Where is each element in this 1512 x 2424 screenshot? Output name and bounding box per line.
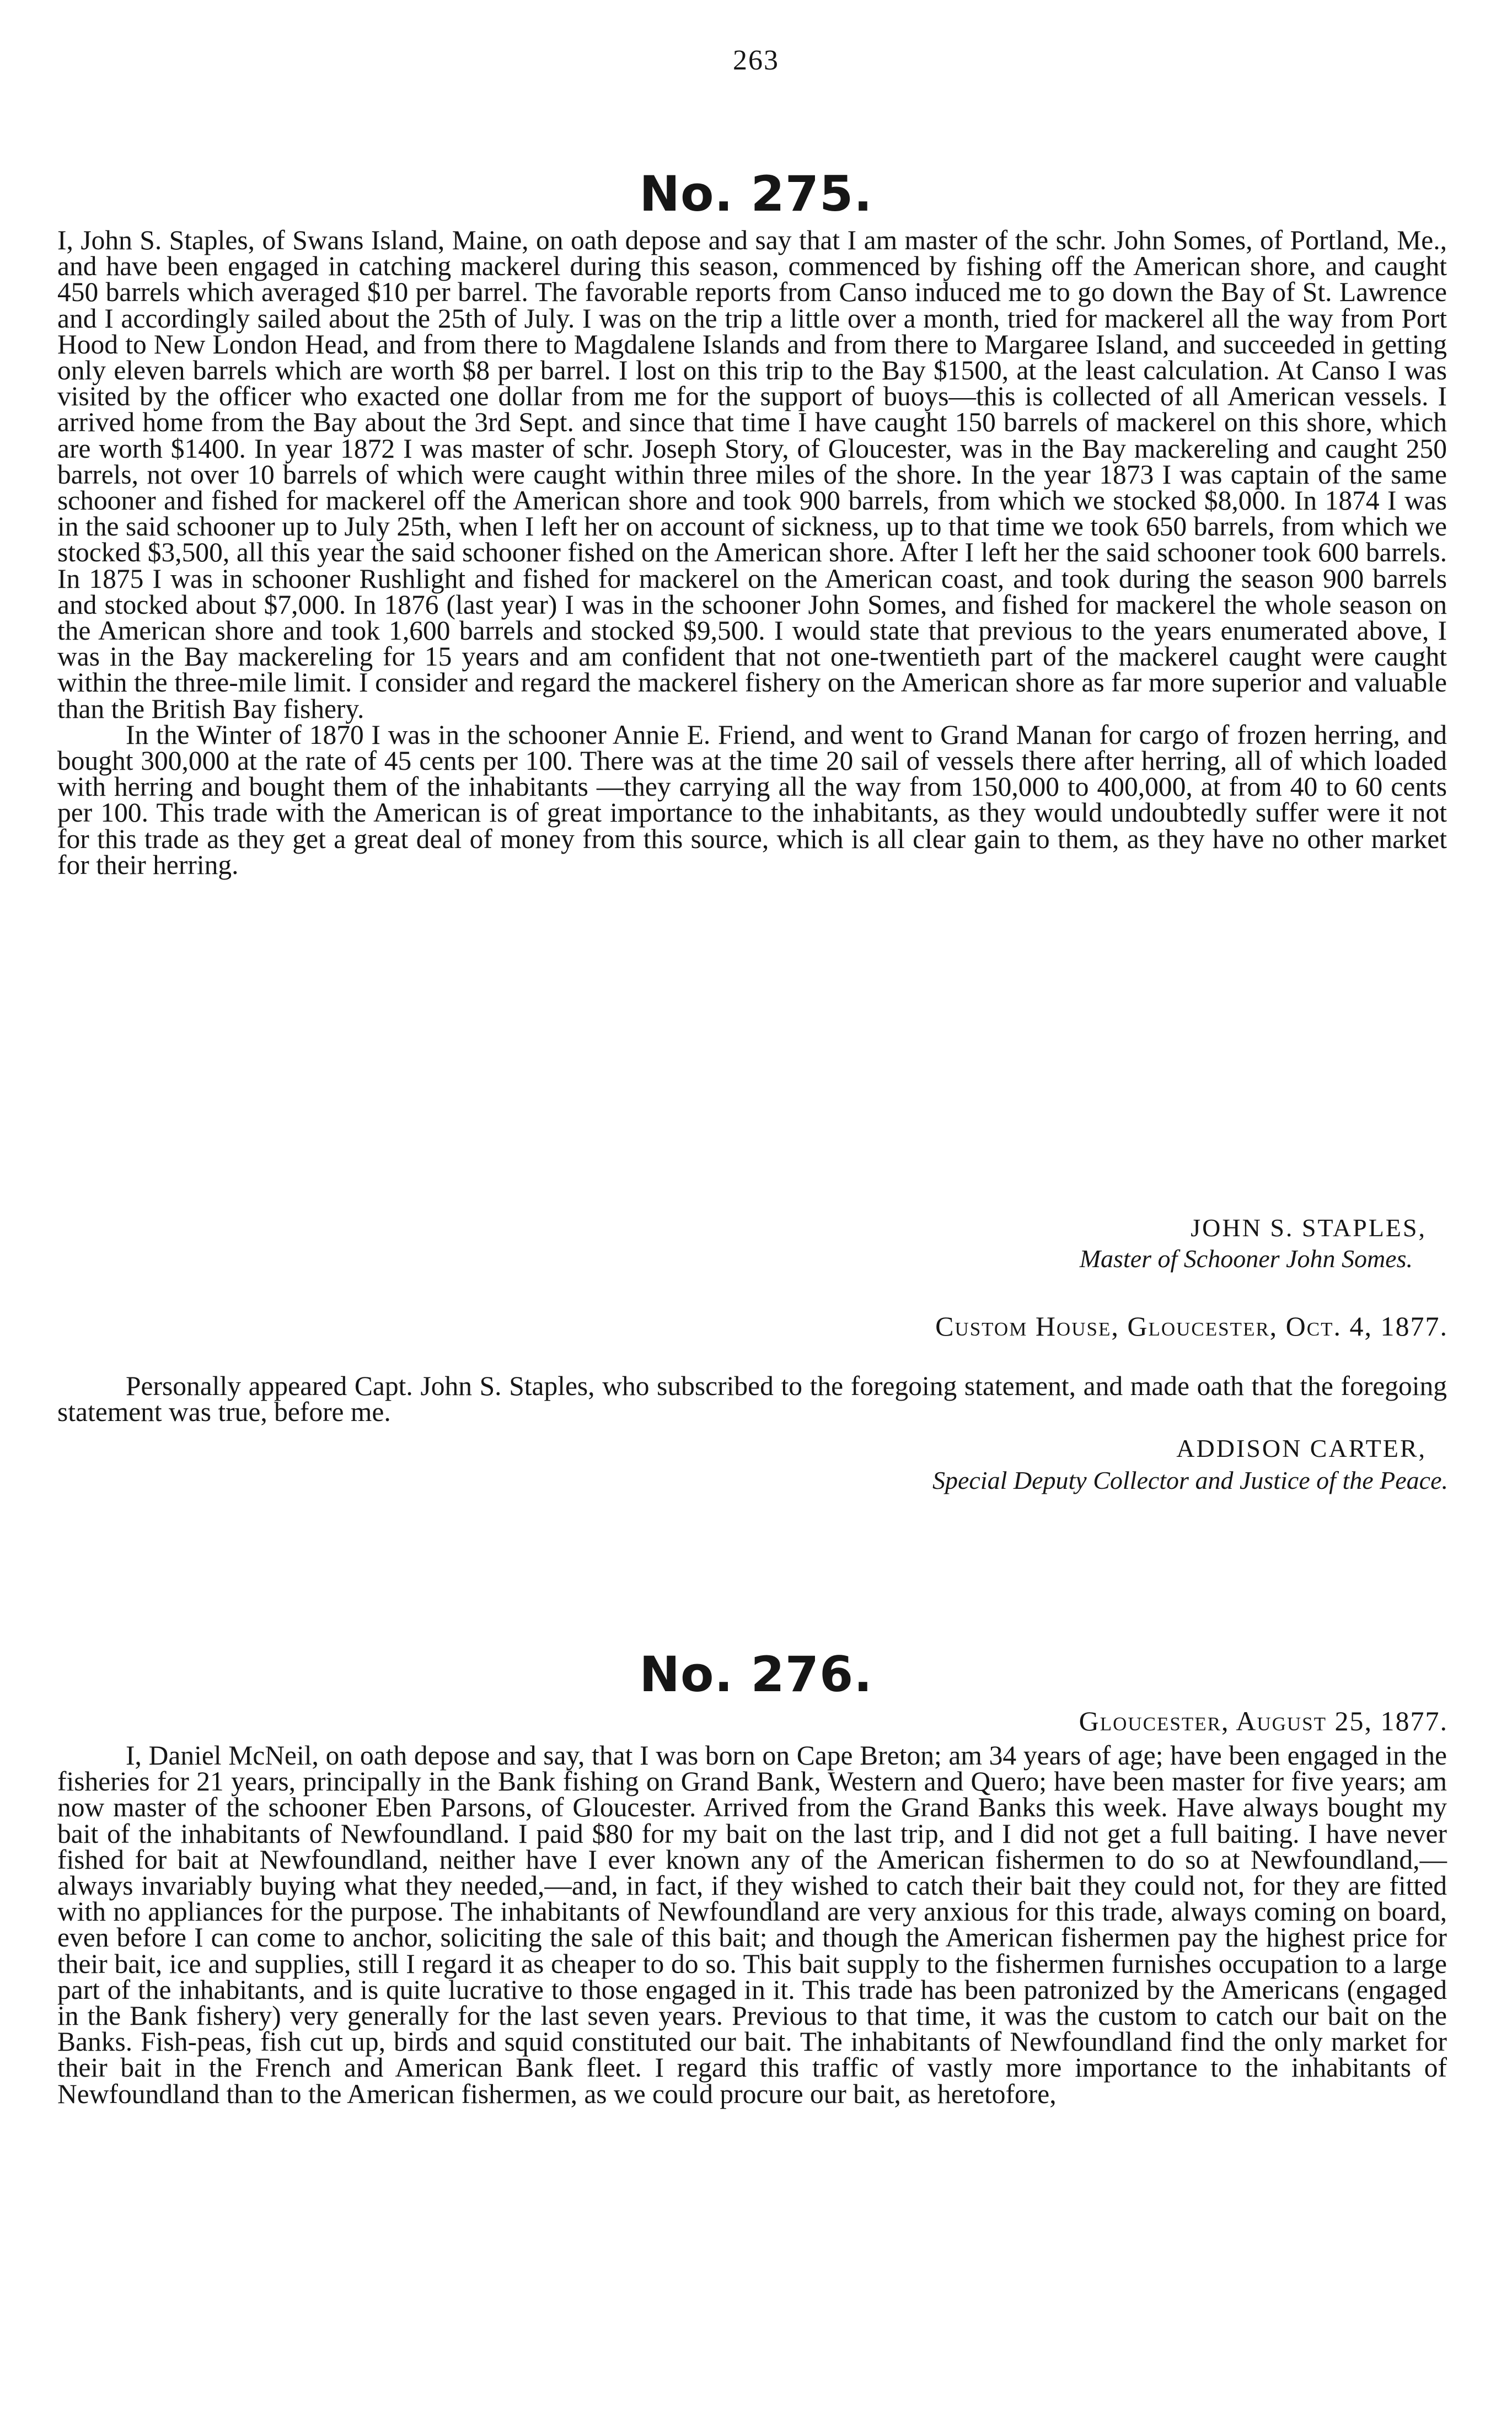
signature-title: Master of Schooner John Somes. [1079,1245,1413,1273]
entry-heading-276: No. 276. [639,1646,873,1703]
dateline: Custom House, Gloucester, Oct. 4, 1877. [935,1311,1448,1342]
deposition-paragraph: In the Winter of 1870 I was in the schooner Annie E. Friend, and went to Grand Manan for cargo of frozen herring, and bought 300,000 at the rate of 45 cents per 100. There was at the time 20 sail of vessels there after herring, all of which loaded with herring and bought them of the inhabitants —they carrying all the way from 150,000 to 400,000, at from 40 to 60 cents per 100. This trade with the American is of great importance to the inhabitants, as they would undoubtedly suffer were it not for this trade as they get a great deal of money from this source, which is all clear gain to them, as they have no other market for their herring. [57,719,1447,880]
deposition-paragraph: I, John S. Staples, of Swans Island, Maine, on oath depose and say that I am master of the schr. John Somes, of Portland, Me., and have been engaged in catching mackerel during this season, commenced by fishing off the American shore, and caught 450 barrels which averaged $10 per barrel. The favorable reports from Canso induced me to go down the Bay of St. Lawrence and I accordingly sailed about the 25th of July. I was on the trip a little over a month, tried for mackerel all the way from Port Hood to New London Head, and from there to Magdalene Islands and from there to Margaree Island, and succeeded in getting only eleven barrels which are worth $8 per barrel. I lost on this trip to the Bay $1500, at the least calculation. At Canso I was visited by the officer who exacted one dollar from me for the support of buoys—this is collected of all American vessels. I arrived home from the Bay about the 3rd Sept. and since that time I have caught 150 barrels of mackerel on this shore, which are worth $1400. In year 1872 I was master of schr. Joseph Story, of Gloucester, was in the Bay mackereling and caught 250 barrels, not over 10 barrels of which were caught within three miles of the shore. In the year 1873 I was captain of the same schooner and fished for mackerel off the American shore and took 900 barrels, from which we stocked $8,000. In 1874 I was in the said schooner up to July 25th, when I left her on account of sickness, up to that time we took 650 barrels, from which we stocked $3,500, all this year the said schooner fished on the American shore. After I left her the said schooner took 600 barrels. In 1875 I was in schooner Rushlight and fished for mackerel on the American coast, and took during the season 900 barrels and stocked about $7,000. In 1876 (last year) I was in the schooner John Somes, and fished for mackerel the whole season on the American shore and took 1,600 barrels and stocked $9,500. I would state that previous to the years enumerated above, I was in the Bay mackereling for 15 years and am confident that not one-twentieth part of the mackerel caught were caught within the three-mile limit. I consider and regard the mackerel fishery on the American shore as far more superior and valuable than the British Bay fishery. [57,225,1447,724]
attest-name: ADDISON CARTER, [1176,1434,1427,1462]
deposition-paragraph: I, Daniel McNeil, on oath depose and say, that I was born on Cape Breton; am 34 years of age; have been engaged in the fisheries for 21 years, principally in the Bank fishing on Grand Bank, Western and Quero; have been master for five years; am now master of the schooner Eben Parsons, of Gloucester. Arrived from the Grand Banks this week. Have always bought my bait of the inhabitants of Newfoundland. I paid $80 for my bait on the last trip, and I did not get a full baiting. I have never fished for bait at Newfoundland, neither have I ever known any of the American fishermen to do so at Newfoundland,—always invariably buying what they needed,—and, in fact, if they wished to catch their bait they could not, for they are fitted with no appliances for the purpose. The inhabitants of Newfoundland are very anxious for this trade, always coming on board, even before I can come to anchor, soliciting the sale of this bait; and though the American fishermen pay the highest price for their bait, ice and supplies, still I regard it as cheaper to do so. This bait supply to the fishermen furnishes occupation to a large part of the inhabitants, and is quite lucrative to those engaged in it. This trade has been patronized by the Americans (engaged in the Bank fishery) very generally for the last seven years. Previous to that time, it was the custom to catch our bait on the Banks. Fish-peas, fish cut up, birds and squid constituted our bait. The inhabitants of Newfoundland find the only market for their bait in the French and American Bank fleet. I regard this traffic of vastly more importance to the inhabitants of Newfoundland than to the American fishermen, as we could procure our bait, as heretofore, [57,1740,1447,2109]
entry-body-276 [57,1742,1447,2107]
attestation-paragraph: Personally appeared Capt. John S. Staples, who subscribed to the foregoing statement, and made oath that the foregoing statement was true, before me. [57,1371,1447,1428]
dateline: Gloucester, August 25, 1877. [1079,1706,1448,1736]
attestation-block [57,1371,1447,1428]
entry-body-275 [57,227,1447,878]
page-number: 263 [733,45,779,76]
attest-title: Special Deputy Collector and Justice of the Peace. [932,1466,1448,1494]
entry-heading-275: No. 275. [639,165,873,222]
signature-name: JOHN S. STAPLES, [1191,1214,1427,1242]
